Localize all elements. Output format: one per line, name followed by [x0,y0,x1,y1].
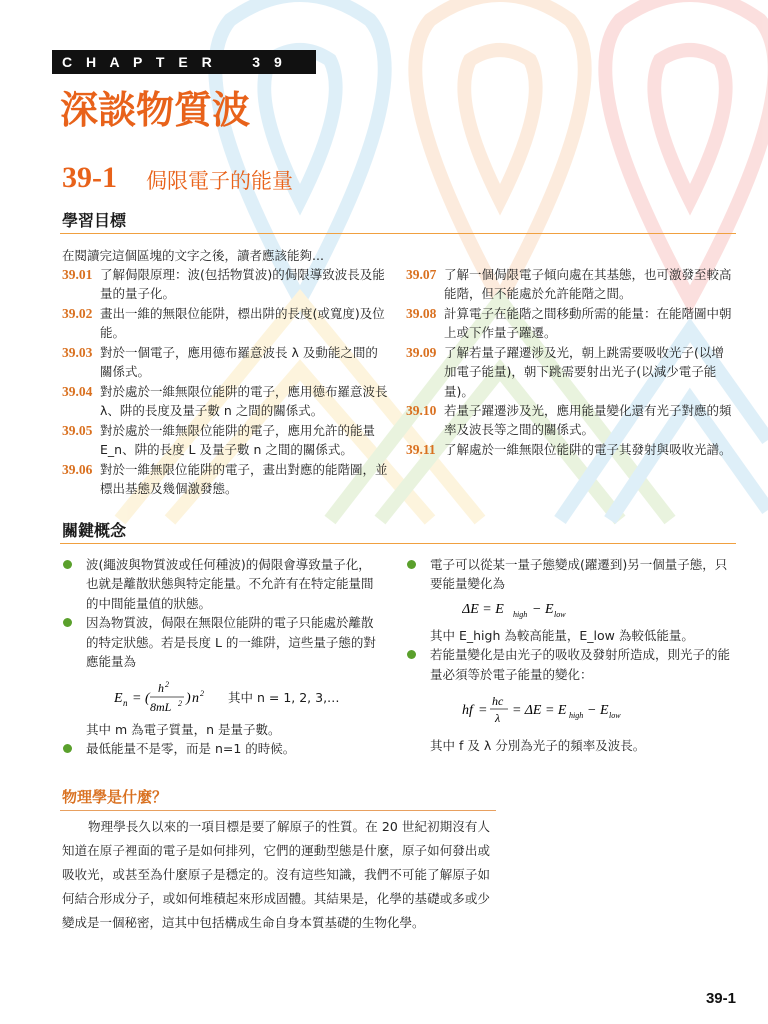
objectives-lead: 在閱讀完這個區塊的文字之後，讀者應該能夠... [62,248,324,263]
concepts-right-mid [406,626,732,684]
objective-item: 39.04 對於處於一維無限位能阱的電子，應用德布羅意波長 λ、阱的長度及量子數 n 之間的關係式。 [62,384,388,419]
concept-bullet: 最低能量不是零，而是 n=1 的時候。 [62,739,382,758]
svg-text:low: low [609,711,621,720]
objectives-left-column [62,265,388,499]
objective-item: 39.06 對於一維無限位能阱的電子，畫出對應的能階圖，並標出基態及幾個激發態。 [62,462,388,497]
svg-text:− E: − E [532,602,554,617]
delta-e-formula [462,598,582,625]
svg-text:=: = [478,703,488,718]
svg-text:hc: hc [492,694,504,708]
bullet-icon [63,744,72,753]
page-number: 39-1 [705,990,736,1007]
concept-note: 其中 f 及 λ 分別為光子的頻率及波長。 [430,738,646,753]
concepts-heading: 關鍵概念 [62,521,127,540]
energy-formula [114,680,224,721]
chapter-title: 深談物質波 [60,88,251,132]
objectives-rule [60,233,736,234]
section-number: 39-1 [62,161,117,194]
physics-box-title: 物理學是什麼？ [62,788,168,806]
svg-text:high: high [513,610,528,619]
energy-formula-range: 其中 n = 1, 2, 3,… [228,690,340,705]
concepts-left [62,555,382,671]
svg-text:hf: hf [462,703,473,718]
svg-text:= ΔE = E: = ΔE = E [512,703,567,718]
objective-item: 39.05 對於處於一維無限位能阱的電子，應用允許的能量 E_n、阱的長度 L 及量子數 n 之間的關係式。 [62,423,376,458]
bullet-icon [407,650,416,659]
svg-text:E: E [114,691,123,706]
svg-text:h: h [158,681,164,695]
objectives-heading: 學習目標 [62,211,127,230]
objective-item: 39.10 若量子躍遷涉及光，應用能量變化還有光子對應的頻率及波長等之間的關係式。 [406,403,732,438]
svg-text:ΔE = E: ΔE = E [462,602,504,617]
objective-item: 39.08 計算電子在能階之間移動所需的能量：在能階圖中朝上或下作量子躍遷。 [406,306,732,341]
svg-text:n: n [123,698,128,708]
svg-text:): ) [186,691,191,706]
objective-item: 39.03 對於一個電子，應用德布羅意波長 λ 及動能之間的關係式。 [62,345,378,380]
concept-bullet: 若能量變化是由光子的吸收及發射所造成，則光子的能量必須等於電子能量的變化： [406,645,732,684]
energy-formula-graphic [114,680,224,716]
concepts-right [406,555,732,594]
svg-text:8mL: 8mL [150,700,172,714]
svg-text:low: low [554,610,566,619]
svg-text:= (: = ( [132,691,150,706]
bullet-icon [63,560,72,569]
concept-bullet: 因為物質波，侷限在無限位能阱的電子只能處於離散的特定狀態。若是長度 L 的一維阱，這些量子態的對應能量為 [62,613,382,671]
concept-note: 其中 m 為電子質量，n 是量子數。 [86,722,281,737]
svg-text:2: 2 [165,680,169,689]
photon-energy-formula [462,694,622,731]
svg-text:− E: − E [587,703,609,718]
section-title: 侷限電子的能量 [146,169,293,193]
svg-text:2: 2 [178,699,182,708]
svg-text:n: n [192,691,199,706]
physics-box-rule [60,810,496,811]
objective-item: 39.11 了解處於一維無限位能阱的電子其發射與吸收光譜。 [406,442,732,457]
concepts-right-bottom [406,736,732,755]
svg-text:2: 2 [200,689,204,698]
bullet-icon [63,618,72,627]
concept-bullet: 電子可以從某一量子態變成(躍遷到)另一個量子態，只要能量變化為 [406,555,732,594]
concepts-rule [60,543,736,544]
bullet-icon [407,560,416,569]
svg-text:high: high [569,711,584,720]
objective-item: 39.09 了解若量子躍遷涉及光，朝上跳需要吸收光子(以增加電子能量)，朝下跳需要射出光子(以減少電子能量)。 [406,345,724,399]
objective-item: 39.07 了解一個侷限電子傾向處在其基態，也可激發至較高能階，但不能處於允許能階之間。 [406,267,732,302]
physics-box-text: 物理學長久以來的一項目標是要了解原子的性質。在 20 世紀初期沒有人知道在原子裡面的電子是如何排列，它們的運動型態是什麼，原子如何發出或吸收光，或甚至為什麼原子是穩定的。沒有這些知識，我們不可能了解原子如何結合形成分子，或如何堆積起來形成固體。其結果是，化學的基礎或多或少變成是一個秘密，這其中包括構成生命自身本質基礎的生物化學。 [62,819,490,930]
chapter-label: C H A P T E R 3 9 [52,50,316,74]
concepts-left-bottom [62,720,382,759]
svg-text:λ: λ [495,711,501,725]
concept-note: 其中 E_high 為較高能量，E_low 為較低能量。 [430,628,694,643]
objectives-right-column [406,265,732,479]
objective-item: 39.01 了解侷限原理：波(包括物質波)的侷限導致波長及能量的量子化。 [62,267,385,302]
delta-e-formula-graphic [462,598,582,620]
concept-bullet: 波(繩波與物質波或任何種波)的侷限會導致量子化，也就是離散狀態與特定能量。不允許有在特定能量間的中間能量值的狀態。 [62,555,382,613]
photon-energy-formula-graphic [462,694,622,726]
objective-item: 39.02 畫出一維的無限位能阱，標出阱的長度(或寬度)及位能。 [62,306,385,341]
